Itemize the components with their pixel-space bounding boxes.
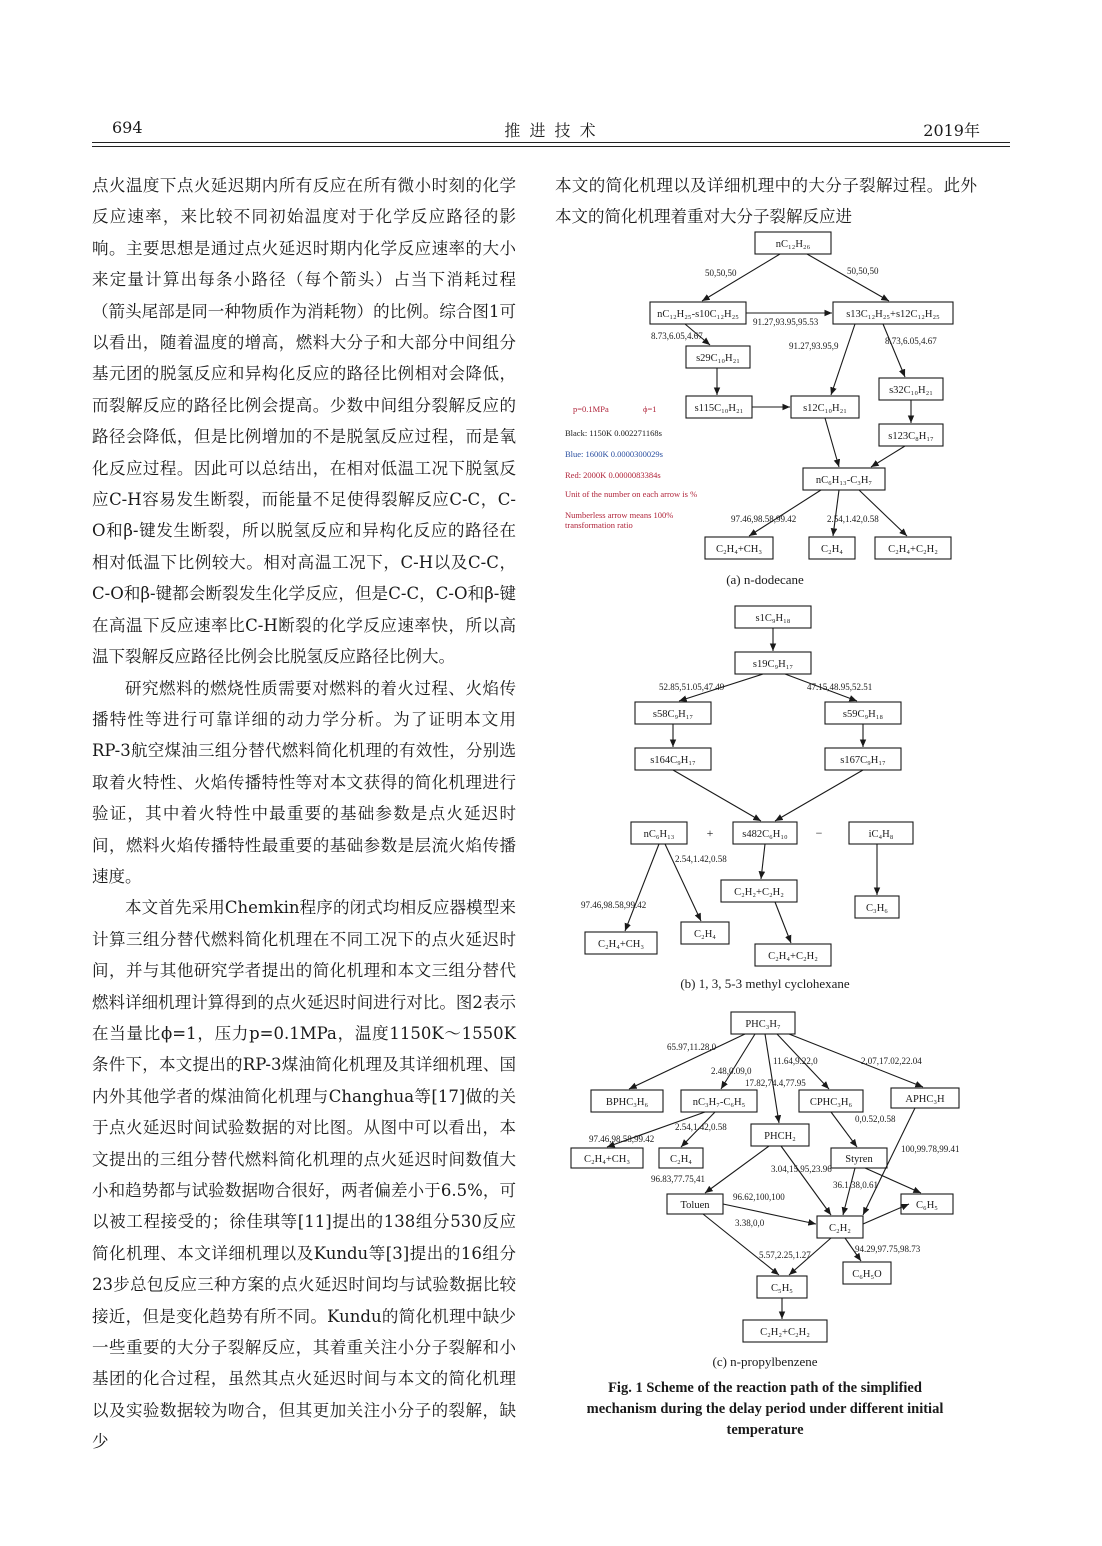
legend-red: Red: 2000K 0.0000083384s [565, 470, 661, 480]
page-number: 694 [112, 118, 143, 137]
legend-phi: ϕ=1 [643, 404, 657, 414]
plus-sign: + [706, 826, 714, 840]
node-a-n2: nC₁₂H₂₅-s10C₁₂H₂₅ [657, 309, 739, 320]
node-a-n1: nC₁₂H₂₆ [775, 239, 811, 250]
left-column [92, 170, 516, 1458]
arrow-label: 2.48,0.09,0 [711, 1066, 752, 1076]
header-rule-thin [92, 146, 1010, 147]
legend-pressure: p=0.1MPa [573, 404, 609, 414]
paragraph: 本文首先采用Chemkin程序的闭式均相反应器模型来计算三组分替代燃料简化机理在不同工况下的点火延迟时间，并与其他研究学者提出的简化机理和本文三组分替代燃料详细机理计算得到的点火延迟时间进行对比。图2表示在当量比ϕ=1，压力p=0.1MPa，温度1150K～1550K条件下，本文提出的RP-3煤油简化机理及其详细机理、国内外其他学者的煤油简化机理与Changhua等[17]做的关于点火延迟时间试验数据的对比图。从图中可以看出，本文提出的三组分替代燃料简化机理的点火延迟时间数值大小和趋势都与试验数据吻合很好，两者偏差小于6.5%，可以被工程接受的；徐佳琪等[11]提出的138组分530反应简化机理、本文详细机理以及Kundu等[3]提出的16组分23步总包反应三种方案的点火延迟时间均与试验数据比较接近，但是变化趋势有所不同。Kundu的简化机理中缺少一些重要的大分子裂解反应，其着重关注小分子裂解和小基团的化合过程，虽然其点火延迟时间与本文的简化机理以及实验数据较为吻合，但其更加关注小分子的裂解，缺少 [92, 898, 516, 1452]
arrow-label: 8.73,6.05,4.67 [885, 336, 937, 346]
arrow-label: 3.04,15.95,23.96 [771, 1164, 832, 1174]
arrow-label: 94.29,97.75,98.73 [855, 1244, 921, 1254]
legend-blue: Blue: 1600K 0.0000300029s [565, 449, 663, 459]
node-a-n5: s32C₁₀H₂₁ [889, 385, 933, 396]
arrow-label: 17.82,74.4,77.95 [745, 1078, 806, 1088]
node-a-n6: s115C₁₀H₂₁ [694, 403, 744, 414]
node-c-n5: APHC₃H [905, 1094, 945, 1105]
arrow-label: 2.07,17.02,22.04 [861, 1056, 922, 1066]
node-c-n2: BPHC₃H₆ [605, 1097, 649, 1108]
arrow-label: 65.97,11.28,0 [667, 1042, 717, 1052]
node-c-n7: C₂H₄+CH₃ [583, 1154, 631, 1165]
arrow-label: 0,0.52,0.58 [855, 1114, 896, 1124]
node-b-n10: C₂H₂+C₂H₂ [734, 887, 784, 898]
figure-1 [555, 228, 975, 1377]
node-a-n3: s13C₁₂H₂₅+s12C₁₂H₂₅ [846, 309, 940, 320]
node-c-n13: C₆H₅O [852, 1269, 882, 1280]
caption-line: Fig. 1 Scheme of the reaction path of the simplified [608, 1380, 922, 1396]
node-c-n4: CPHC₃H₆ [809, 1097, 853, 1108]
arrow-label: 5.57,2.25,1.27 [759, 1250, 811, 1260]
paragraph: 本文的简化机理以及详细机理中的大分子裂解过程。此外本文的简化机理着重对大分子裂解反应进 [555, 176, 977, 227]
minus-sign: − [815, 826, 823, 840]
arrow-label: 91.27,93.95,9 [789, 341, 839, 351]
arrow-label: 3.38,0,0 [735, 1218, 765, 1228]
arrow-label: 11.64,9.22,0 [773, 1056, 818, 1066]
node-a-n9: nC₆H₁₃-C₃H₇ [815, 475, 873, 486]
arrow-label: 2.54,1.42,0.58 [675, 854, 727, 864]
node-b-n8: s482C₆H₁₀ [742, 829, 788, 840]
arrow-label: 100,99.78,99.41 [901, 1144, 960, 1154]
node-a-n10: C₂H₄+CH₃ [715, 544, 763, 555]
node-c-n8: C₂H₄ [670, 1154, 692, 1165]
arrow-label: 97.46,98.58,99.42 [581, 900, 647, 910]
journal-name: 推 进 技 术 [504, 121, 598, 140]
node-c-n6: PHCH₂ [764, 1131, 796, 1142]
arrow-label: 47.15,48.95,52.51 [807, 682, 873, 692]
node-a-n4: s29C₁₀H₂₁ [696, 353, 740, 364]
caption-b: (b) 1, 3, 5-3 methyl cyclohexane [680, 976, 850, 991]
header-rule-thick [92, 142, 1010, 143]
caption-line: temperature [726, 1422, 804, 1438]
figure-caption [555, 1378, 975, 1441]
arrow-label: 8.73,6.05,4.67 [651, 331, 703, 341]
node-b-n13: C₃H₆ [866, 903, 888, 914]
arrow-label: 97.46,98.58,99.42 [589, 1134, 655, 1144]
node-b-n14: C₂H₄+C₂H₂ [768, 951, 818, 962]
arrow-label: 50,50,50 [847, 266, 879, 276]
arrow-label: 36.1,38,0.61 [833, 1180, 878, 1190]
legend-black: Black: 1150K 0.002271168s [565, 428, 662, 438]
right-column [555, 170, 977, 233]
arrow-label: 96.83,77.75,41 [651, 1174, 705, 1184]
node-b-n12: C₂H₄ [694, 929, 716, 940]
arrow-label: 50,50,50 [705, 268, 737, 278]
node-c-n12: C₂H₂ [829, 1223, 851, 1234]
node-c-n11: C₆H₅ [916, 1200, 938, 1211]
node-b-n11: C₂H₄+CH₃ [597, 939, 645, 950]
paragraph: 研究燃料的燃烧性质需要对燃料的着火过程、火焰传播特性等进行可靠详细的动力学分析。为了证明本文用RP-3航空煤油三组分替代燃料简化机理的有效性，分别选取着火特性、火焰传播特性等对本文获得的简化机理进行验证，其中着火特性中最重要的基础参数是点火延迟时间，燃料火焰传播特性最重要的基础参数是层流火焰传播速度。 [92, 678, 516, 886]
node-a-n7: s12C₁₀H₂₁ [803, 403, 847, 414]
arrow-label: 2.54,1.42,0.58 [827, 514, 879, 524]
year: 2019年 [923, 121, 980, 140]
node-c-n3: nC₃H₇-C₆H₅ [692, 1097, 746, 1108]
arrow-label: 2.54,1.42,0.58 [675, 1122, 727, 1132]
node-b-n1: s1C₉H₁₈ [755, 613, 791, 624]
node-b-n3: s58C₉H₁₇ [652, 709, 694, 720]
arrow-label: 91.27,93.95,95.53 [753, 317, 819, 327]
caption-line: mechanism during the delay period under different initial [586, 1401, 944, 1417]
caption-a: (a) n-dodecane [726, 572, 804, 587]
node-b-n4: s59C₉H₁₈ [842, 709, 884, 720]
legend-note: Numberless arrow means 100% [565, 510, 674, 520]
node-c-n15: C₂H₂+C₂H₂ [760, 1327, 810, 1338]
node-a-n11: C₂H₄ [821, 544, 843, 555]
arrow-label: 52.85,51.05,47.49 [659, 682, 725, 692]
node-b-n6: s167C₉H₁₇ [840, 755, 886, 766]
node-b-n9: iC₄H₈ [868, 829, 894, 840]
legend-unit: Unit of the number on each arrow is % [565, 489, 698, 499]
paragraph: 点火温度下点火延迟期内所有反应在所有微小时刻的化学反应速率，来比较不同初始温度对于化学反应路径的影响。主要思想是通过点火延迟时期内化学反应速率的大小来定量计算出每条小路径（每个箭头）占当下消耗过程（箭头尾部是同一种物质作为消耗物）的比例。综合图1可以看出，随着温度的增高，燃料大分子和大部分中间组分基元团的脱氢反应和异构化反应的路径比例相对会降低，而裂解反应的路径比例会提高。少数中间组分裂解反应的路径会降低，但是比例增加的不是脱氢反应过程，而是氧化反应过程。因此可以总结出，在相对低温工况下脱氢反应C-H容易发生断裂，而能量不足使得裂解反应C-C，C-O和β-键发生断裂，所以脱氢反应和异构化反应的路径在相对低温下比例较大。相对高温工况下，C-H以及C-C，C-O和β-键都会断裂发生化学反应，但是C-C，C-O和β-键在高温下反应速率比C-H断裂的化学反应速率快，所以高温下裂解反应路径比例会比脱氢反应路径比例大。 [92, 176, 516, 667]
node-b-n7: nC₆H₁₃ [643, 829, 675, 840]
legend-note: transformation ratio [565, 520, 633, 530]
reaction-path-diagram [555, 228, 975, 1373]
node-c-n10: Toluen [680, 1200, 710, 1211]
node-b-n5: s164C₉H₁₇ [650, 755, 696, 766]
node-c-n14: C₅H₅ [771, 1283, 793, 1294]
caption-c: (c) n-propylbenzene [712, 1354, 818, 1369]
arrow-label: 97.46,98.58,99.42 [731, 514, 797, 524]
node-b-n2: s19C₉H₁₇ [752, 659, 794, 670]
node-a-n12: C₂H₄+C₂H₂ [888, 544, 938, 555]
node-c-n9: Styren [845, 1154, 873, 1165]
node-a-n8: s123C₈H₁₇ [888, 431, 934, 442]
node-c-n1: PHC₃H₇ [745, 1019, 781, 1030]
arrow-label: 96.62,100,100 [733, 1192, 785, 1202]
